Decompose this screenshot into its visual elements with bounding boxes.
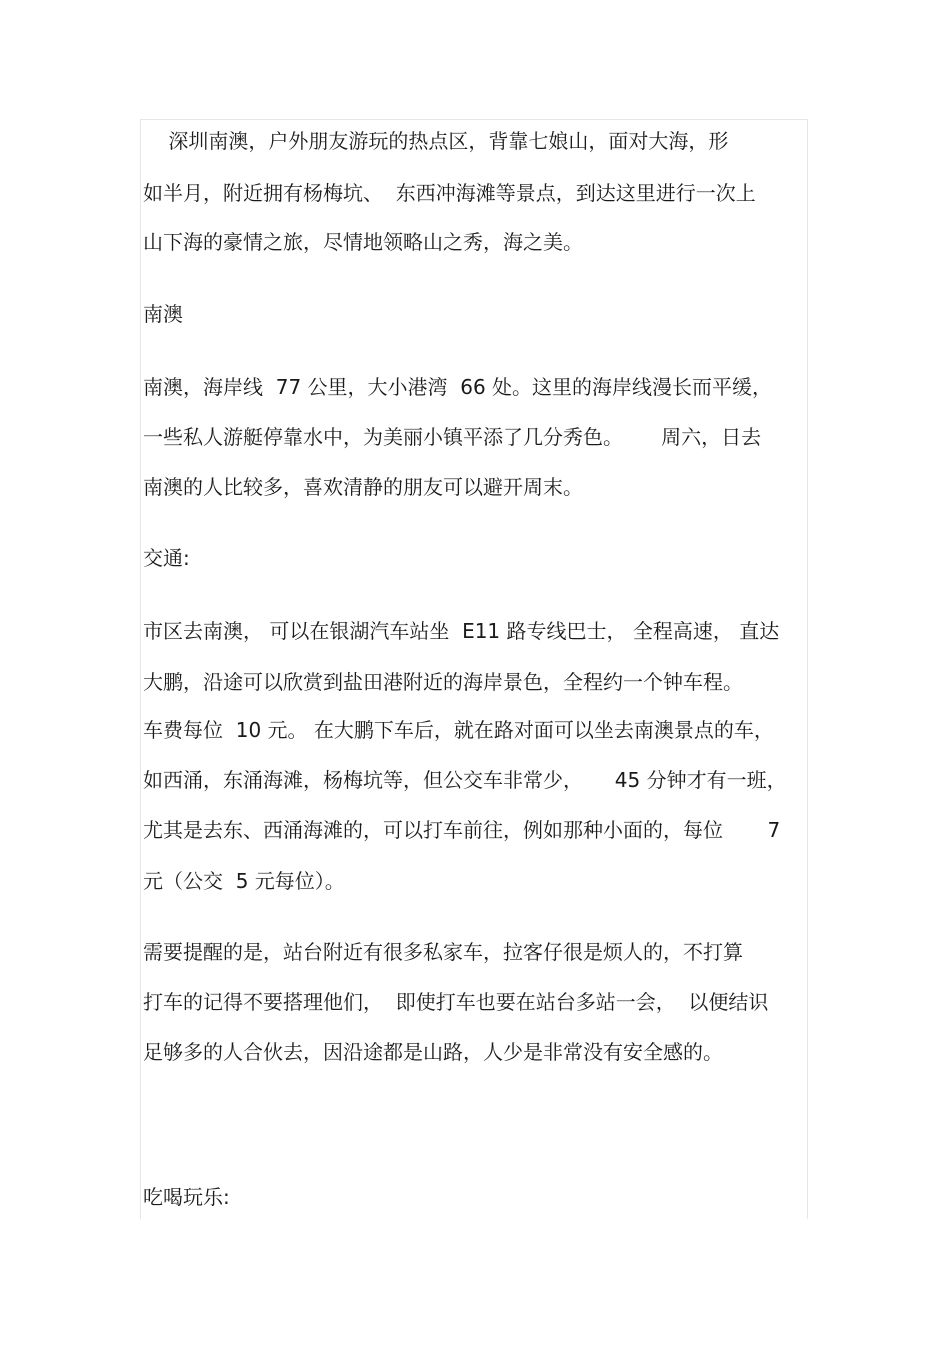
heading-traffic: 交通: [143, 546, 190, 570]
page-frame-right [807, 119, 808, 1219]
intro-line-2: 如半月，附近拥有杨梅坑、 东西冲海滩等景点，到达这里进行一次上 [143, 181, 756, 205]
traffic-line-1: 市区去南澳， 可以在银湖汽车站坐 E11 路专线巴士， 全程高速， 直达 [143, 619, 780, 643]
heading-nanao: 南澳 [143, 302, 183, 326]
traffic-line-5: 尤其是去东、西涌海滩的，可以打车前往，例如那种小面的，每位 7 [143, 818, 781, 842]
reminder-line-3: 足够多的人合伙去，因沿途都是山路，人少是非常没有安全感的。 [143, 1040, 723, 1064]
traffic-line-6: 元（公交 5 元每位）。 [143, 869, 345, 893]
nanao-line-1: 南澳，海岸线 77 公里，大小港湾 66 处。这里的海岸线漫长而平缓， [143, 375, 773, 399]
traffic-line-2: 大鹏，沿途可以欣赏到盐田港附近的海岸景色，全程约一个钟车程。 [143, 670, 743, 694]
page-frame-top [140, 119, 808, 120]
intro-line-3: 山下海的豪情之旅，尽情地领略山之秀，海之美。 [143, 230, 583, 254]
heading-food: 吃喝玩乐: [143, 1185, 230, 1209]
intro-line-1: 深圳南澳，户外朋友游玩的热点区，背靠七娘山，面对大海，形 [143, 129, 729, 153]
traffic-line-3: 车费每位 10 元。 在大鹏下车后，就在路对面可以坐去南澳景点的车， [143, 718, 774, 742]
nanao-line-2: 一些私人游艇停靠水中，为美丽小镇平添了几分秀色。 周六，日去 [143, 425, 762, 449]
nanao-line-3: 南澳的人比较多，喜欢清静的朋友可以避开周末。 [143, 475, 583, 499]
reminder-line-1: 需要提醒的是，站台附近有很多私家车，拉客仔很是烦人的，不打算 [143, 940, 743, 964]
reminder-line-2: 打车的记得不要搭理他们， 即使打车也要在站台多站一会， 以便结识 [143, 990, 769, 1014]
page-frame-left [140, 119, 141, 1219]
traffic-line-4: 如西涌，东涌海滩，杨梅坑等，但公交车非常少， 45 分钟才有一班， [143, 768, 787, 792]
